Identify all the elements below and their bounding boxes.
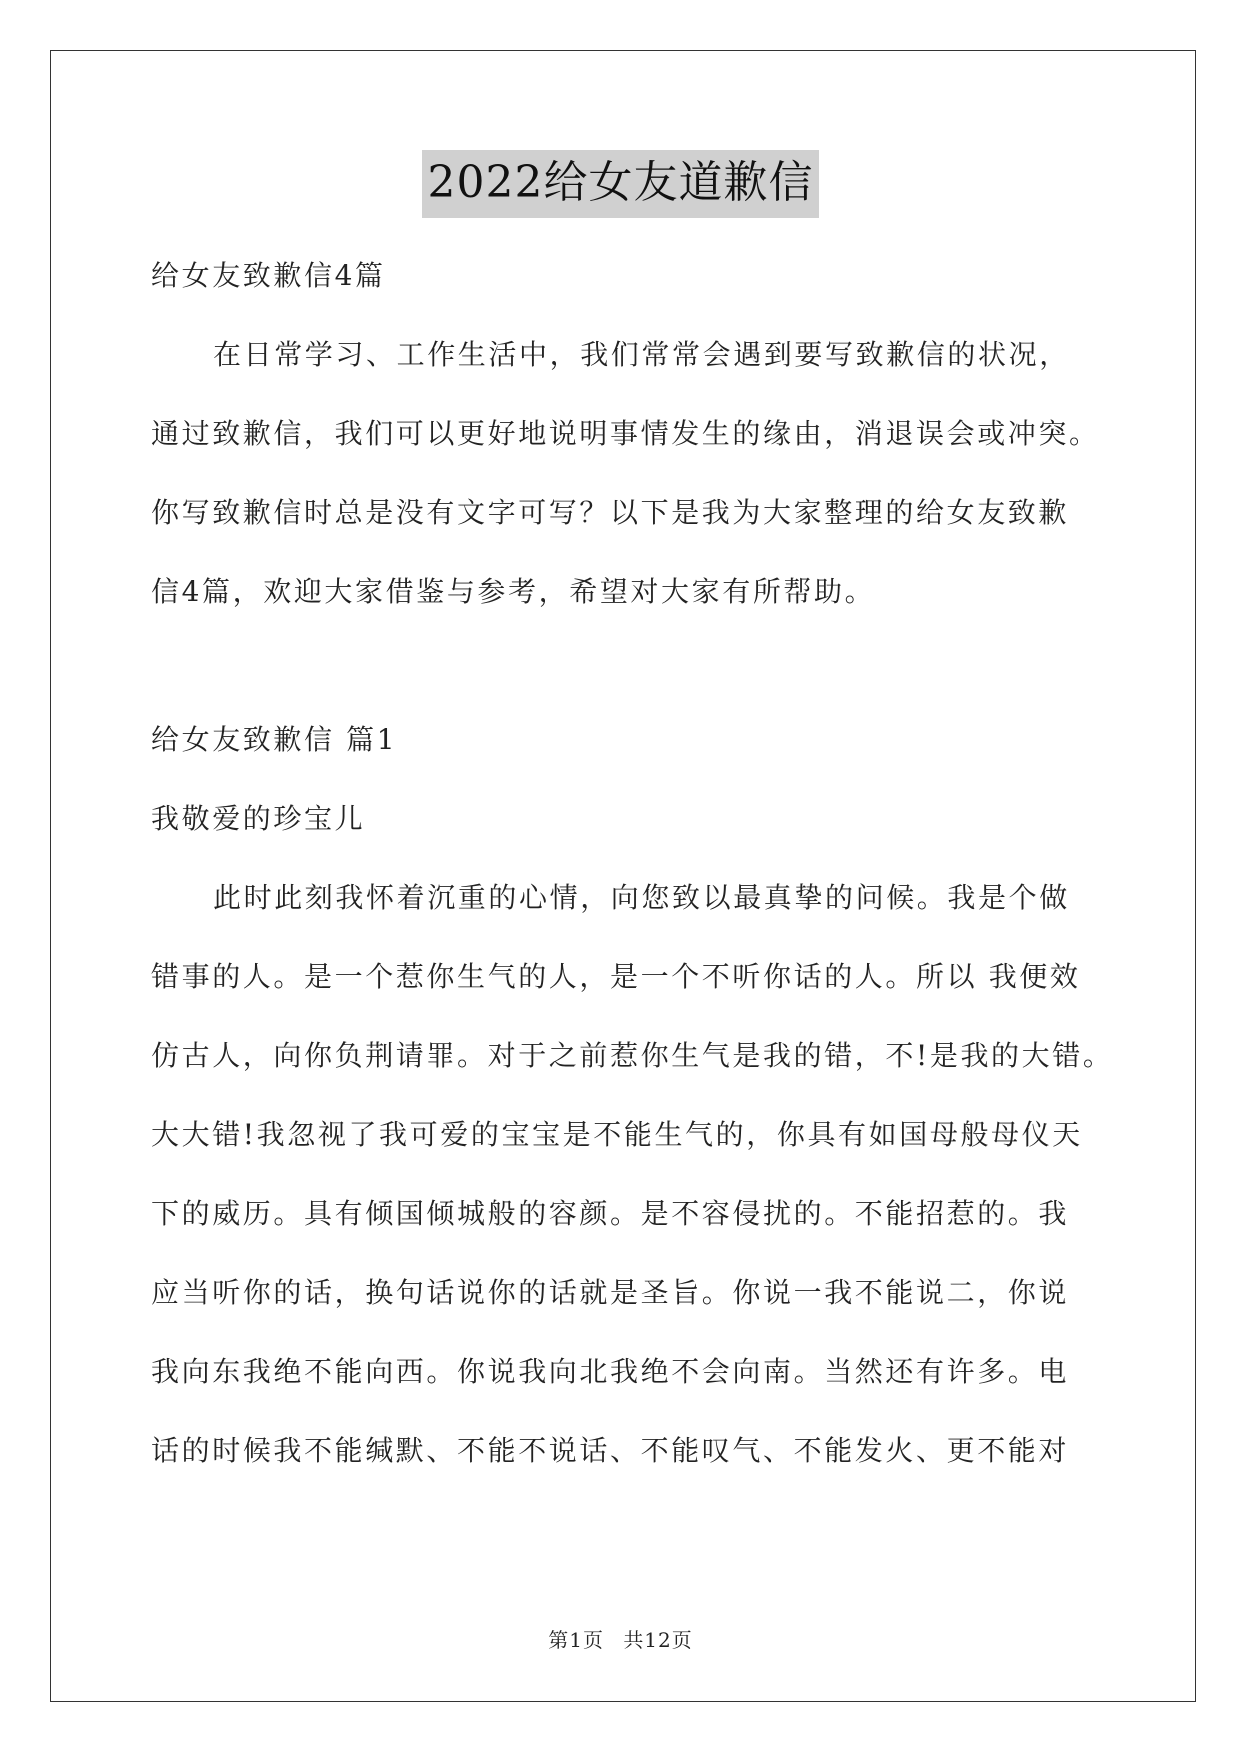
body-line: 我向东我绝不能向西。你说我向北我绝不会向南。当然还有许多。电 xyxy=(151,1355,1070,1388)
intro-line: 信4篇，欢迎大家借鉴与参考，希望对大家有所帮助。 xyxy=(151,575,876,608)
section-heading: 给女友致歉信 篇1 xyxy=(151,723,398,756)
body-line: 仿古人，向你负荆请罪。对于之前惹你生气是我的错，不!是我的大错。 xyxy=(151,1039,1114,1072)
document-body xyxy=(151,236,1114,1490)
body-line: 此时此刻我怀着沉重的心情，向您致以最真挚的问候。我是个做 xyxy=(213,881,1070,914)
page-total: 共12页 xyxy=(623,1628,693,1652)
body-line: 下的威历。具有倾国倾城般的容颜。是不容侵扰的。不能招惹的。我 xyxy=(151,1197,1070,1230)
intro-line: 在日常学习、工作生活中，我们常常会遇到要写致歉信的状况， xyxy=(213,338,1070,371)
title-container xyxy=(0,150,1241,218)
body-line: 话的时候我不能缄默、不能不说话、不能叹气、不能发火、更不能对 xyxy=(151,1434,1070,1467)
intro-line: 通过致歉信，我们可以更好地说明事情发生的缘由，消退误会或冲突。 xyxy=(151,417,1100,450)
body-line: 应当听你的话，换句话说你的话就是圣旨。你说一我不能说二，你说 xyxy=(151,1276,1070,1309)
body-line: 大大错!我忽视了我可爱的宝宝是不能生气的，你具有如国母般母仪天 xyxy=(151,1118,1083,1151)
spacer xyxy=(151,631,1101,700)
page-footer xyxy=(0,1624,1241,1653)
body-line: 错事的人。是一个惹你生气的人，是一个不听你话的人。所以 我便效 xyxy=(151,960,1081,993)
subtitle: 给女友致歉信4篇 xyxy=(151,259,386,292)
intro-line: 你写致歉信时总是没有文字可写？以下是我为大家整理的给女友致歉 xyxy=(151,496,1070,529)
document-title: 2022给女友道歉信 xyxy=(422,150,820,218)
salutation: 我敬爱的珍宝儿 xyxy=(151,802,366,835)
page-number: 第1页 xyxy=(548,1628,604,1652)
